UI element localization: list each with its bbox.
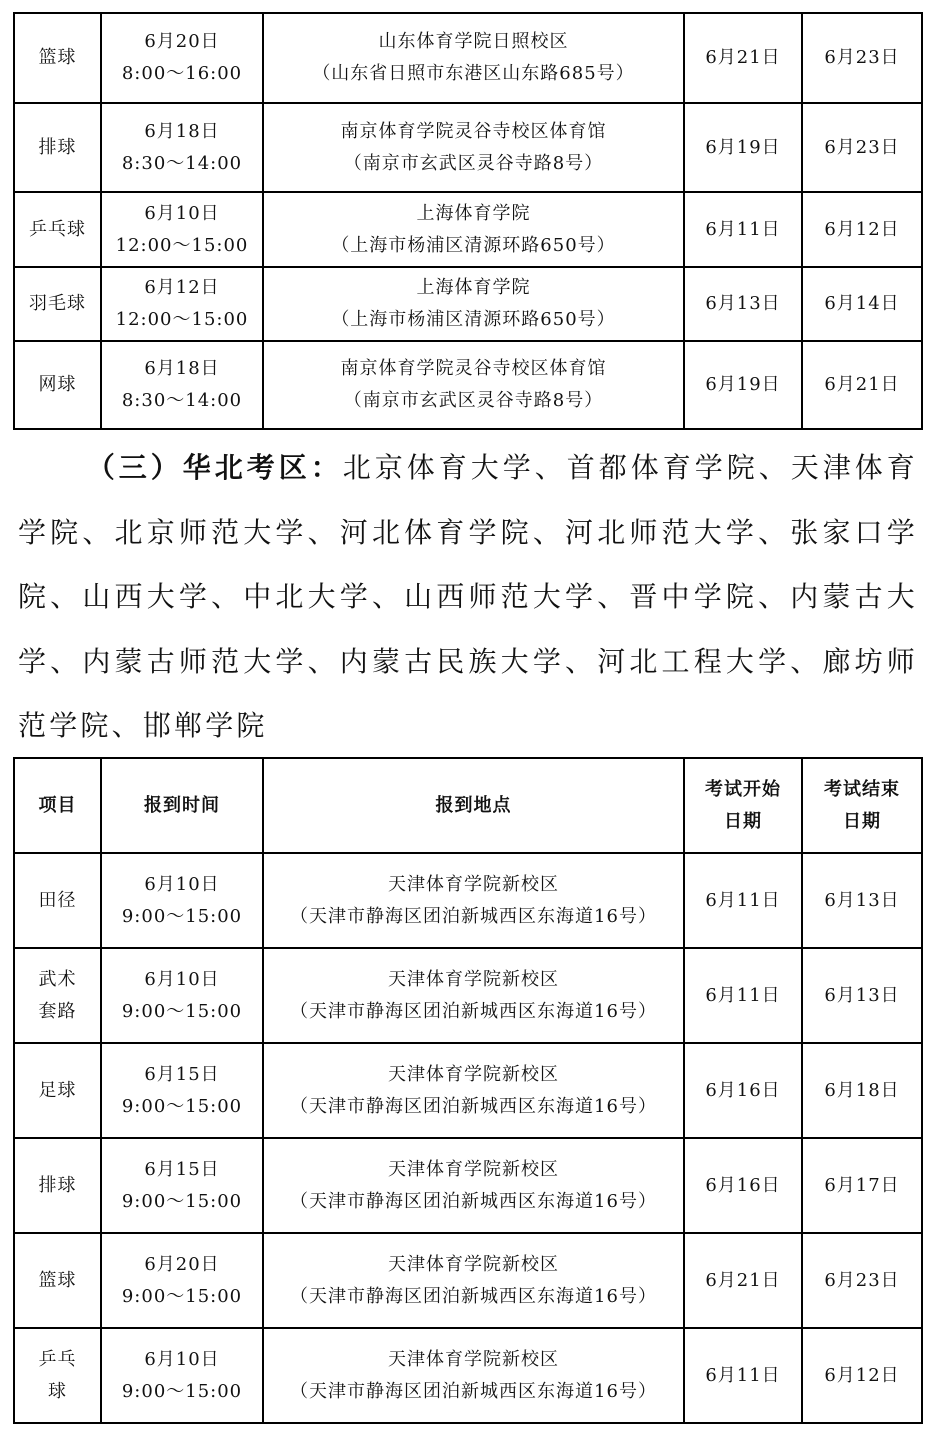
report-place-cell-line: 天津体育学院新校区 xyxy=(388,1253,559,1275)
exam-end-cell: 6月12日 xyxy=(802,1328,922,1423)
header-exam-start xyxy=(684,758,802,853)
report-place-cell xyxy=(263,341,684,429)
sport-cell: 武术套路 xyxy=(14,948,101,1043)
report-time-cell-line: 6月15日 xyxy=(144,1063,220,1085)
exam-end-cell: 6月12日 xyxy=(802,192,922,267)
table-row xyxy=(14,853,922,948)
exam-start-cell: 6月11日 xyxy=(684,948,802,1043)
north-region-paragraph xyxy=(18,436,918,759)
report-time-cell xyxy=(101,192,263,267)
report-time-cell xyxy=(101,341,263,429)
header-report-place: 报到地点 xyxy=(263,758,684,853)
report-place-cell xyxy=(263,1043,684,1138)
report-time-cell xyxy=(101,1328,263,1423)
report-place-cell-line: 山东体育学院日照校区 xyxy=(378,31,569,52)
report-time-cell-line: 9:00～15:00 xyxy=(121,1000,243,1022)
report-place-cell-line: 上海体育学院 xyxy=(416,277,531,298)
report-time-cell-line: 12:00～15:00 xyxy=(115,309,249,330)
report-place-cell-line: （山东省日照市东港区山东路685号） xyxy=(312,63,635,84)
report-time-cell-line: 6月20日 xyxy=(144,31,220,52)
sport-cell: 排球 xyxy=(14,1138,101,1233)
report-time-cell-line: 6月18日 xyxy=(144,358,220,379)
table-row xyxy=(14,267,922,341)
report-time-cell xyxy=(101,853,263,948)
sport-cell: 篮球 xyxy=(14,13,101,103)
report-place-cell-line: （天津市静海区团泊新城西区东海道16号） xyxy=(290,1190,657,1212)
exam-end-cell: 6月17日 xyxy=(802,1138,922,1233)
report-time-cell-line: 9:00～15:00 xyxy=(121,905,243,927)
table-row xyxy=(14,13,922,103)
report-time-cell xyxy=(101,267,263,341)
exam-end-cell: 6月23日 xyxy=(802,13,922,103)
report-time-cell-line: 8:30～14:00 xyxy=(121,390,243,411)
sport-cell: 乒乓球 xyxy=(14,1328,101,1423)
report-time-cell-line: 6月10日 xyxy=(144,873,220,895)
sport-cell: 田径 xyxy=(14,853,101,948)
sport-cell: 篮球 xyxy=(14,1233,101,1328)
report-time-cell-line: 6月18日 xyxy=(144,120,220,142)
table-row xyxy=(14,1328,922,1423)
header-exam-end-line: 考试结束 xyxy=(824,778,900,800)
sport-cell: 乒乓球 xyxy=(14,192,101,267)
sport-cell: 网球 xyxy=(14,341,101,429)
exam-end-cell: 6月13日 xyxy=(802,948,922,1043)
exam-end-cell: 6月18日 xyxy=(802,1043,922,1138)
report-place-cell-line: （天津市静海区团泊新城西区东海道16号） xyxy=(290,1000,657,1022)
report-time-cell-line: 6月10日 xyxy=(144,968,220,990)
exam-start-cell: 6月16日 xyxy=(684,1043,802,1138)
report-time-cell-line: 9:00～15:00 xyxy=(121,1095,243,1117)
header-exam-start-line: 考试开始 xyxy=(705,778,781,800)
table-header-row xyxy=(14,758,922,853)
header-report-time: 报到时间 xyxy=(101,758,263,853)
report-time-cell xyxy=(101,948,263,1043)
report-time-cell-line: 8:00～16:00 xyxy=(121,63,243,84)
report-place-cell-line: （南京市玄武区灵谷寺路8号） xyxy=(343,390,604,411)
header-exam-end-line: 日期 xyxy=(843,810,881,832)
report-time-cell xyxy=(101,103,263,192)
schedule-table-north xyxy=(13,757,923,1424)
report-place-cell-line: 天津体育学院新校区 xyxy=(388,968,559,990)
report-place-cell xyxy=(263,103,684,192)
report-time-cell xyxy=(101,13,263,103)
report-place-cell xyxy=(263,192,684,267)
exam-end-cell: 6月23日 xyxy=(802,1233,922,1328)
table-row xyxy=(14,103,922,192)
exam-start-cell: 6月11日 xyxy=(684,853,802,948)
exam-end-cell: 6月21日 xyxy=(802,341,922,429)
exam-start-cell: 6月21日 xyxy=(684,1233,802,1328)
header-sport: 项目 xyxy=(14,758,101,853)
report-place-cell-line: 南京体育学院灵谷寺校区体育馆 xyxy=(340,358,607,379)
report-place-cell-line: （天津市静海区团泊新城西区东海道16号） xyxy=(290,1095,657,1117)
report-place-cell xyxy=(263,13,684,103)
section-body: 北京体育大学、首都体育学院、天津体育学院、北京师范大学、河北体育学院、河北师范大学、张家口学院、山西大学、中北大学、山西师范大学、晋中学院、内蒙古大学、内蒙古师范大学、内蒙古民族大学、河北工程大学、廊坊师范学院、邯郸学院 xyxy=(18,451,918,742)
report-place-cell-line: 天津体育学院新校区 xyxy=(388,873,559,895)
report-place-cell-line: 南京体育学院灵谷寺校区体育馆 xyxy=(340,120,607,142)
report-time-cell-line: 12:00～15:00 xyxy=(115,234,249,256)
report-time-cell xyxy=(101,1138,263,1233)
exam-start-cell: 6月21日 xyxy=(684,13,802,103)
report-place-cell xyxy=(263,948,684,1043)
section-heading: （三）华北考区： xyxy=(86,451,343,484)
exam-end-cell: 6月14日 xyxy=(802,267,922,341)
exam-start-cell: 6月19日 xyxy=(684,103,802,192)
report-place-cell xyxy=(263,853,684,948)
exam-start-cell: 6月19日 xyxy=(684,341,802,429)
report-time-cell xyxy=(101,1233,263,1328)
report-place-cell-line: 天津体育学院新校区 xyxy=(388,1063,559,1085)
report-time-cell-line: 9:00～15:00 xyxy=(121,1380,243,1402)
report-place-cell-line: 天津体育学院新校区 xyxy=(388,1348,559,1370)
report-time-cell-line: 6月20日 xyxy=(144,1253,220,1275)
report-place-cell-line: （天津市静海区团泊新城西区东海道16号） xyxy=(290,1285,657,1307)
header-exam-start-line: 日期 xyxy=(724,810,762,832)
report-time-cell xyxy=(101,1043,263,1138)
table-row xyxy=(14,1043,922,1138)
header-exam-end xyxy=(802,758,922,853)
table-row xyxy=(14,948,922,1043)
report-time-cell-line: 8:30～14:00 xyxy=(121,152,243,174)
schedule-table-east xyxy=(13,12,923,430)
table-row xyxy=(14,192,922,267)
exam-end-cell: 6月13日 xyxy=(802,853,922,948)
exam-end-cell: 6月23日 xyxy=(802,103,922,192)
report-place-cell-line: （上海市杨浦区清源环路650号） xyxy=(331,234,616,256)
report-place-cell-line: （上海市杨浦区清源环路650号） xyxy=(331,309,616,330)
report-time-cell-line: 6月10日 xyxy=(144,1348,220,1370)
report-place-cell xyxy=(263,267,684,341)
exam-start-cell: 6月13日 xyxy=(684,267,802,341)
sport-cell: 足球 xyxy=(14,1043,101,1138)
report-place-cell xyxy=(263,1328,684,1423)
report-place-cell-line: 天津体育学院新校区 xyxy=(388,1158,559,1180)
report-place-cell-line: （天津市静海区团泊新城西区东海道16号） xyxy=(290,905,657,927)
table-row xyxy=(14,341,922,429)
report-time-cell-line: 6月15日 xyxy=(144,1158,220,1180)
exam-start-cell: 6月11日 xyxy=(684,1328,802,1423)
report-time-cell-line: 6月10日 xyxy=(144,202,220,224)
report-time-cell-line: 9:00～15:00 xyxy=(121,1190,243,1212)
table-row xyxy=(14,1233,922,1328)
table-row xyxy=(14,1138,922,1233)
sport-cell: 排球 xyxy=(14,103,101,192)
report-place-cell xyxy=(263,1233,684,1328)
report-time-cell-line: 9:00～15:00 xyxy=(121,1285,243,1307)
report-place-cell-line: （天津市静海区团泊新城西区东海道16号） xyxy=(290,1380,657,1402)
report-time-cell-line: 6月12日 xyxy=(144,277,220,298)
exam-start-cell: 6月11日 xyxy=(684,192,802,267)
sport-cell: 羽毛球 xyxy=(14,267,101,341)
report-place-cell-line: （南京市玄武区灵谷寺路8号） xyxy=(343,152,604,174)
report-place-cell-line: 上海体育学院 xyxy=(416,202,531,224)
report-place-cell xyxy=(263,1138,684,1233)
exam-start-cell: 6月16日 xyxy=(684,1138,802,1233)
